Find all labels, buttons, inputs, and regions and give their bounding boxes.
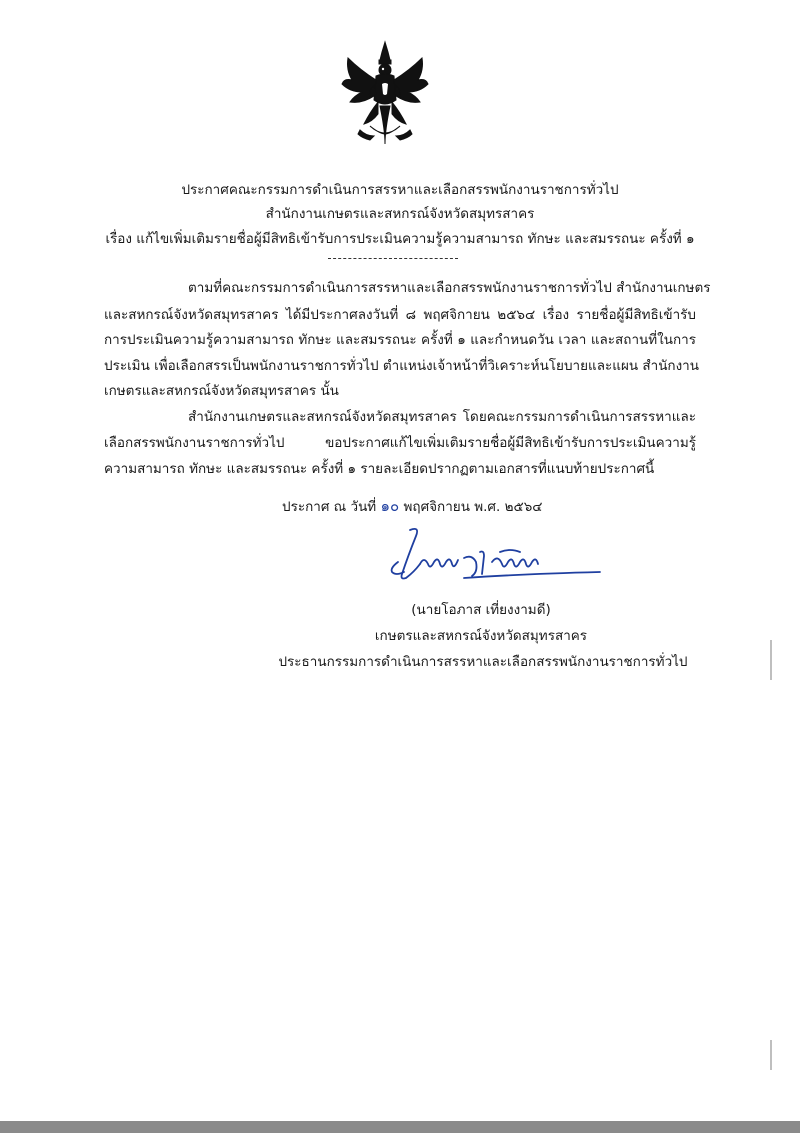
scan-edge-mark (770, 640, 772, 680)
scan-bottom-bar (0, 1121, 800, 1133)
date-suffix: พฤศจิกายน พ.ศ. ๒๕๖๔ (403, 499, 543, 515)
header-divider (328, 258, 458, 259)
paragraph2-line: เลือกสรรพนักงานราชการทั่วไป ขอประกาศแก้ไขเพิ่มเติมรายชื่อผู้มีสิทธิเข้ารับการประเมินความรู้ (104, 435, 696, 451)
date-prefix: ประกาศ ณ วันที่ (282, 499, 377, 515)
signatory-role: ประธานกรรมการดำเนินการสรรหาและเลือกสรรพนักงานราชการทั่วไป (278, 654, 688, 670)
paragraph2-line: ความสามารถ ทักษะ และสมรรถนะ ครั้งที่ ๑ รายละเอียดปรากฏตามเอกสารที่แนบท้ายประกาศนี้ (104, 461, 655, 477)
signatory-position: เกษตรและสหกรณ์จังหวัดสมุทรสาคร (374, 628, 588, 644)
handwritten-signature (380, 522, 610, 592)
scan-edge-mark (770, 1040, 772, 1070)
date-day-handwritten: ๑๐ (380, 497, 400, 515)
subject-line: เรื่อง แก้ไขเพิ่มเติมรายชื่อผู้มีสิทธิเข้ารับการประเมินความรู้ความสามารถ ทักษะ และสมรรถนะ ครั้งที่ ๑ (105, 231, 695, 247)
garuda-emblem-icon (340, 40, 430, 150)
announcement-title: ประกาศคณะกรรมการดำเนินการสรรหาและเลือกสรรพนักงานราชการทั่วไป (181, 182, 619, 198)
announcement-date (282, 496, 542, 517)
paragraph1-line: และสหกรณ์จังหวัดสมุทรสาคร ได้มีประกาศลงวันที่ ๘ พฤศจิกายน ๒๕๖๔ เรื่อง รายชื่อผู้มีสิทธิเข้ารับ (104, 307, 696, 323)
paragraph1-line: ประเมิน เพื่อเลือกสรรเป็นพนักงานราชการทั่วไป ตำแหน่งเจ้าหน้าที่วิเคราะห์นโยบายและแผน สำนักงาน (104, 358, 699, 374)
paragraph2-line: สำนักงานเกษตรและสหกรณ์จังหวัดสมุทรสาคร โดยคณะกรรมการดำเนินการสรรหาและ (188, 409, 696, 425)
signatory-name: (นายโอภาส เที่ยงงามดี) (411, 602, 551, 618)
paragraph1-line: การประเมินความรู้ความสามารถ ทักษะ และสมรรถนะ ครั้งที่ ๑ และกำหนดวัน เวลา และสถานที่ในการ (104, 332, 696, 348)
paragraph1-line: เกษตรและสหกรณ์จังหวัดสมุทรสาคร นั้น (104, 383, 339, 399)
paragraph1-line: ตามที่คณะกรรมการดำเนินการสรรหาและเลือกสรรพนักงานราชการทั่วไป สำนักงานเกษตร (188, 280, 711, 296)
office-name: สำนักงานเกษตรและสหกรณ์จังหวัดสมุทรสาคร (265, 206, 535, 222)
